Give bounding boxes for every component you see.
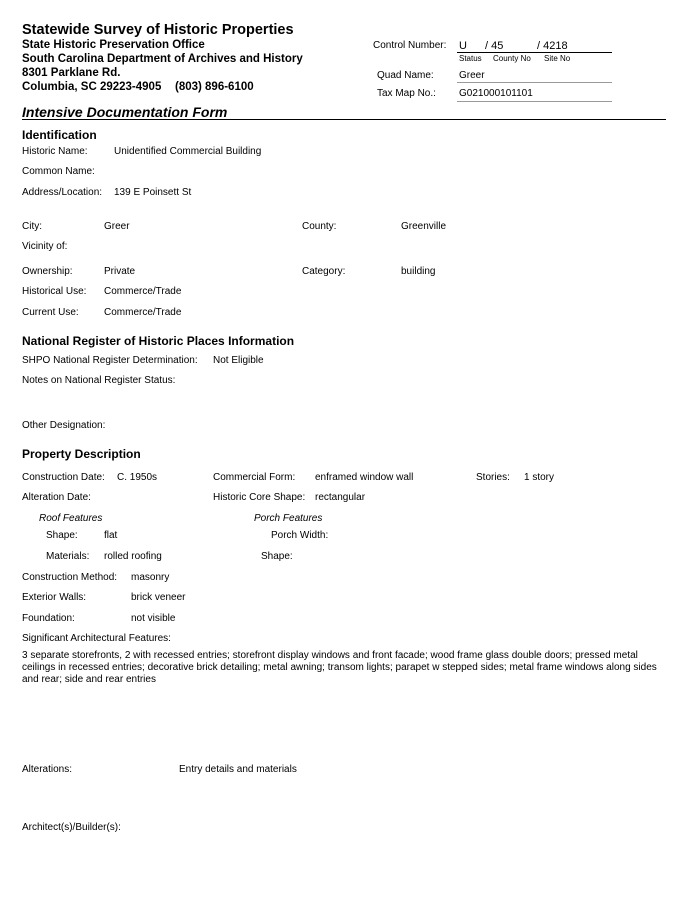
- significant-features-label: Significant Architectural Features:: [22, 633, 171, 644]
- category-label: Category:: [302, 266, 346, 277]
- national-register-heading: National Register of Historic Places Information: [22, 334, 295, 348]
- construction-date-label: Construction Date:: [22, 472, 105, 483]
- quad-name-value: Greer: [459, 70, 485, 81]
- current-use-value: Commerce/Trade: [104, 307, 182, 318]
- tax-map-value: G021000101101: [459, 88, 533, 99]
- roof-materials-label: Materials:: [46, 551, 90, 562]
- category-value: building: [401, 266, 436, 277]
- form-title: Intensive Documentation Form: [22, 104, 228, 120]
- construction-date-value: C. 1950s: [117, 472, 158, 483]
- control-site-value: / 4218: [537, 40, 568, 52]
- roof-materials-value: rolled roofing: [104, 551, 162, 562]
- historic-name-value: Unidentified Commercial Building: [114, 146, 262, 157]
- ownership-value: Private: [104, 266, 136, 277]
- alterations-label: Alterations:: [22, 764, 73, 775]
- alteration-date-label: Alteration Date:: [22, 492, 91, 503]
- county-value: Greenville: [401, 221, 447, 232]
- control-status-value: U: [459, 40, 467, 52]
- city-value: Greer: [104, 221, 130, 232]
- shpo-determination-value: Not Eligible: [213, 355, 264, 366]
- office-line-4: Columbia, SC 29223-4905: [22, 81, 162, 93]
- control-number-underline: [457, 52, 612, 53]
- current-use-label: Current Use:: [22, 307, 79, 318]
- control-number-label: Control Number:: [373, 40, 447, 51]
- commercial-form-label: Commercial Form:: [213, 472, 296, 483]
- roof-shape-label: Shape:: [46, 530, 78, 541]
- commercial-form-value: enframed window wall: [315, 472, 414, 483]
- porch-features-heading: Porch Features: [254, 513, 323, 524]
- quad-name-underline: [457, 82, 612, 83]
- tax-map-label: Tax Map No.:: [377, 88, 436, 99]
- identification-heading: Identification: [22, 128, 97, 142]
- common-name-label: Common Name:: [22, 166, 95, 177]
- property-description-heading: Property Description: [22, 447, 141, 461]
- historical-use-value: Commerce/Trade: [104, 286, 182, 297]
- shpo-determination-label: SHPO National Register Determination:: [22, 355, 198, 366]
- control-county-value: / 45: [485, 40, 504, 52]
- alterations-value: Entry details and materials: [179, 764, 297, 775]
- exterior-walls-label: Exterior Walls:: [22, 592, 87, 603]
- office-line-2: South Carolina Department of Archives and History: [22, 53, 303, 65]
- construction-method-label: Construction Method:: [22, 572, 118, 583]
- construction-method-value: masonry: [131, 572, 170, 583]
- historic-name-label: Historic Name:: [22, 146, 88, 157]
- ownership-label: Ownership:: [22, 266, 73, 277]
- stories-value: 1 story: [524, 472, 555, 483]
- address-label: Address/Location:: [22, 187, 103, 198]
- office-phone: (803) 896-6100: [175, 81, 254, 93]
- historical-use-label: Historical Use:: [22, 286, 87, 297]
- nr-notes-label: Notes on National Register Status:: [22, 375, 176, 386]
- architect-builder-label: Architect(s)/Builder(s):: [22, 822, 121, 833]
- core-shape-value: rectangular: [315, 492, 366, 503]
- porch-width-label: Porch Width:: [271, 530, 329, 541]
- vicinity-label: Vicinity of:: [22, 241, 68, 252]
- exterior-walls-value: brick veneer: [131, 592, 186, 603]
- foundation-value: not visible: [131, 613, 176, 624]
- address-value: 139 E Poinsett St: [114, 187, 192, 198]
- significant-features-value: 3 separate storefronts, 2 with recessed entries; storefront display windows and front facade; wood frame glass double doors; pressed metal ceilings in recessed entries; decorative brick detailing; metal awning; transom lights; parapet w stepped sides; metal frame windows along sides and rear; side and rear entries: [22, 650, 657, 685]
- office-line-1: State Historic Preservation Office: [22, 39, 205, 51]
- form-title-rule: [22, 119, 666, 120]
- roof-features-heading: Roof Features: [39, 513, 103, 524]
- tax-map-underline: [457, 101, 612, 102]
- roof-shape-value: flat: [104, 530, 118, 541]
- county-label: County:: [302, 221, 337, 232]
- site-no-caption: Site No: [544, 54, 571, 63]
- core-shape-label: Historic Core Shape:: [213, 492, 306, 503]
- quad-name-label: Quad Name:: [377, 70, 434, 81]
- stories-label: Stories:: [476, 472, 510, 483]
- city-label: City:: [22, 221, 42, 232]
- other-designation-label: Other Designation:: [22, 420, 106, 431]
- foundation-label: Foundation:: [22, 613, 75, 624]
- porch-shape-label: Shape:: [261, 551, 293, 562]
- office-line-3: 8301 Parklane Rd.: [22, 67, 121, 79]
- county-no-caption: County No: [493, 54, 531, 63]
- survey-title: Statewide Survey of Historic Properties: [22, 22, 294, 38]
- status-caption: Status: [459, 54, 482, 63]
